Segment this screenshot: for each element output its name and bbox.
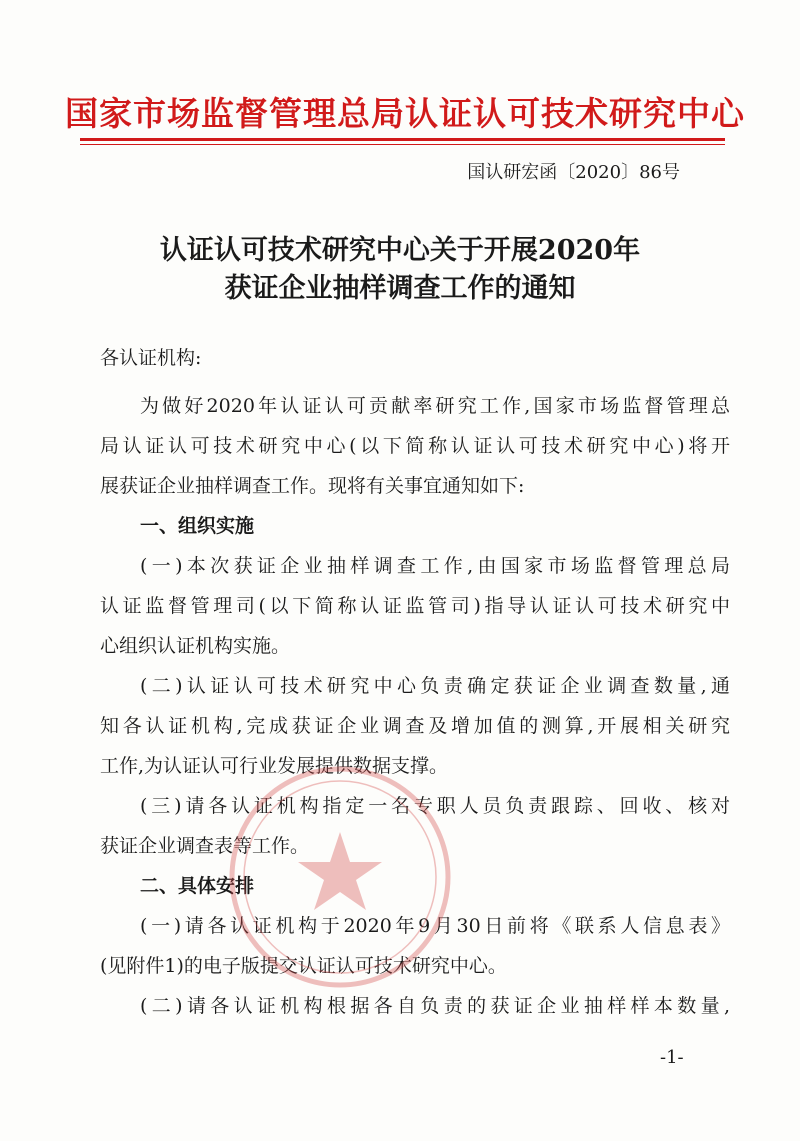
document-title-line-2: 获证企业抽样调查工作的通知 — [224, 273, 576, 304]
paragraph-line: 工作,为认证认可行业发展提供数据支撑。 — [100, 755, 449, 777]
intro-line: 展获证企业抽样调查工作。现将有关事宜通知如下: — [100, 475, 525, 497]
issuing-organization-header: 国家市场监督管理总局认证认可技术研究中心 — [65, 94, 745, 133]
document-title-line-1: 认证认可技术研究中心关于开展2020年 — [159, 235, 641, 266]
header-red-rule-thick — [80, 138, 725, 141]
paragraph-line: 心组织认证机构实施。 — [100, 635, 291, 657]
paragraph-line: (二)请各认证机构根据各自负责的获证企业抽样样本数量, — [140, 995, 730, 1017]
paragraph-line: 认证监督管理司(以下简称认证监管司)指导认证认可技术研究中 — [100, 595, 730, 617]
paragraph-line: (见附件1)的电子版提交认证认可技术研究中心。 — [100, 955, 507, 977]
document-number: 国认研宏函〔2020〕86号 — [467, 162, 680, 183]
paragraph-line: (二)认证认可技术研究中心负责确定获证企业调查数量,通 — [140, 675, 730, 697]
intro-line: 为做好2020年认证认可贡献率研究工作,国家市场监督管理总 — [140, 395, 730, 417]
paragraph-line: 知各认证机构,完成获证企业调查及增加值的测算,开展相关研究 — [100, 715, 730, 737]
section-heading: 二、具体安排 — [140, 875, 255, 897]
page-number: -1- — [660, 1047, 684, 1068]
paragraph-line: 获证企业调查表等工作。 — [100, 835, 310, 857]
header-red-rule-thin — [80, 144, 725, 145]
salutation: 各认证机构: — [100, 347, 202, 369]
paragraph-line: (三)请各认证机构指定一名专职人员负责跟踪、回收、核对 — [140, 795, 730, 817]
intro-line: 局认证认可技术研究中心(以下简称认证认可技术研究中心)将开 — [100, 435, 730, 457]
paragraph-line: (一)本次获证企业抽样调查工作,由国家市场监督管理总局 — [140, 555, 730, 577]
section-heading: 一、组织实施 — [140, 515, 255, 537]
paragraph-line: (一)请各认证机构于2020年9月30日前将《联系人信息表》 — [140, 915, 730, 937]
